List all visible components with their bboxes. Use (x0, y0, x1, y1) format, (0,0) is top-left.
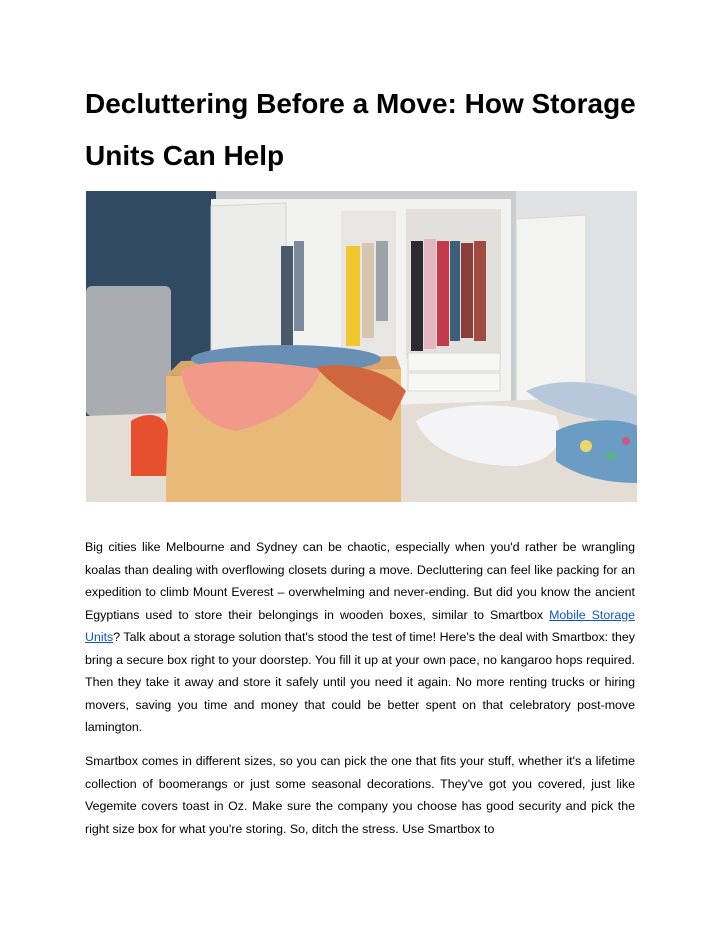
bedroom-wardrobe-illustration (86, 191, 637, 502)
article-photo (86, 191, 637, 502)
paragraph-1 (85, 536, 635, 739)
paragraph-1-text-after-link: ? Talk about a storage solution that's stood the test of time! Here's the deal with Smartbox: they bring a secure box right to your doorstep. You fill it up at your own pace, no kangaroo hops required. Then they take it away and store it safely until you need it again. No more renting trucks or hiring movers, saving you time and money that could be better spent on that celebratory post-move lamington. (85, 630, 635, 734)
paragraph-2: Smartbox comes in different sizes, so you can pick the one that fits your stuff, whether it's a lifetime collection of boomerangs or just some seasonal decorations. They've got you covered, just like Vegemite covers toast in Oz. Make sure the company you choose has good security and pick the right size box for what you're storing. So, ditch the stress. Use Smartbox to (85, 754, 635, 836)
paragraph-1-text-before-link: Big cities like Melbourne and Sydney can be chaotic, especially when you'd rather be wrangling koalas than dealing with overflowing closets during a move. Decluttering can feel like packing for an expedition to climb Mount Everest – overwhelming and never-ending. But did you know the ancient Egyptians used to store their belongings in wooden boxes, similar to Smartbox (85, 540, 635, 622)
mobile-storage-units-link[interactable]: Mobile Storage Units (85, 607, 636, 644)
article-title: Decluttering Before a Move: How Storage Units Can Help (85, 88, 636, 171)
